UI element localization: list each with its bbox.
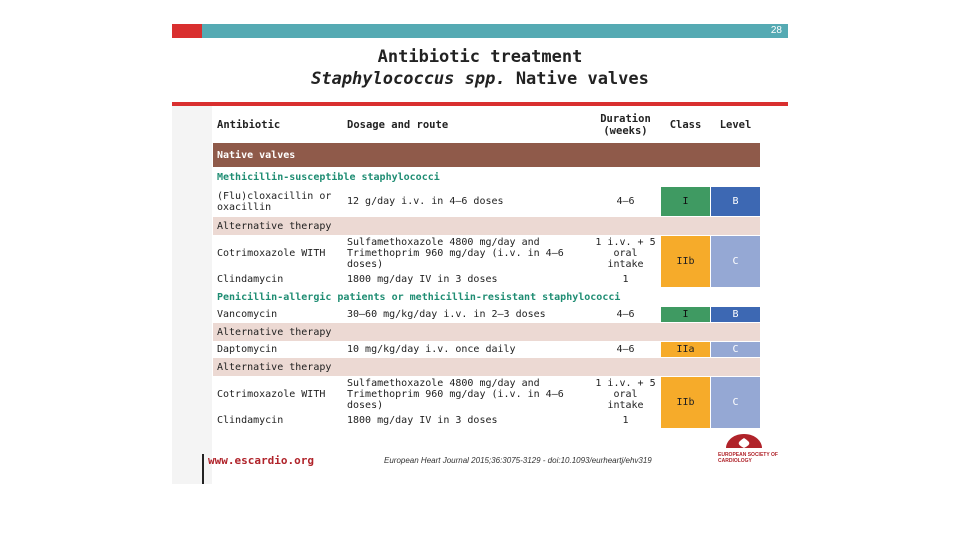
footer-url-link[interactable]: www.escardio.org — [208, 454, 314, 467]
cell-level: C — [711, 377, 761, 429]
alternative-row — [213, 217, 761, 236]
table-row — [213, 307, 761, 323]
group-label-mrsa: Penicillin-allergic patients or methicillin-resistant staphylococci — [213, 288, 761, 307]
group-row — [213, 168, 761, 187]
cell-antibiotic: Cotrimoxazole WITH — [213, 236, 343, 272]
cell-level: B — [711, 187, 761, 217]
alternative-row — [213, 358, 761, 377]
header-duration: Duration (weeks) — [591, 108, 661, 143]
title-rest: Native valves — [505, 69, 649, 89]
left-margin-shade — [172, 106, 212, 484]
group-label-mssa: Methicillin-susceptible staphylococci — [213, 168, 761, 187]
top-accent-bar — [172, 24, 788, 38]
section-row — [213, 143, 761, 168]
table-row — [213, 187, 761, 217]
cell-duration: 1 — [591, 413, 661, 429]
group-row — [213, 288, 761, 307]
footer-divider — [202, 454, 204, 484]
cell-level: C — [711, 236, 761, 288]
cell-antibiotic: Vancomycin — [213, 307, 343, 323]
title-line-2 — [172, 68, 788, 90]
cell-class: I — [661, 187, 711, 217]
cell-antibiotic: Clindamycin — [213, 413, 343, 429]
cell-antibiotic: Daptomycin — [213, 342, 343, 358]
cell-dosage: 30–60 mg/kg/day i.v. in 2–3 doses — [343, 307, 591, 323]
cell-duration: 4–6 — [591, 187, 661, 217]
slide-title — [172, 46, 788, 90]
cell-class: IIb — [661, 236, 711, 288]
cell-antibiotic: Clindamycin — [213, 272, 343, 288]
esc-logo-text: EUROPEAN SOCIETY OF CARDIOLOGY — [718, 452, 778, 464]
cell-duration: 4–6 — [591, 307, 661, 323]
cell-dosage: 1800 mg/day IV in 3 doses — [343, 272, 591, 288]
title-italic: Staphylococcus spp. — [311, 69, 506, 89]
cell-dosage: Sulfamethoxazole 4800 mg/day and Trimethoprim 960 mg/day (i.v. in 4–6 doses) — [343, 377, 591, 413]
top-red-marker — [172, 24, 202, 38]
cell-class: IIb — [661, 377, 711, 429]
cell-dosage: 12 g/day i.v. in 4–6 doses — [343, 187, 591, 217]
page-number: 28 — [770, 25, 782, 36]
cell-dosage: 10 mg/kg/day i.v. once daily — [343, 342, 591, 358]
title-line-1: Antibiotic treatment — [377, 47, 583, 67]
alternative-label: Alternative therapy — [213, 323, 761, 342]
cell-duration: 4–6 — [591, 342, 661, 358]
cell-duration: 1 — [591, 272, 661, 288]
table-header-row — [213, 108, 761, 143]
title-divider — [172, 102, 788, 106]
cell-dosage: 1800 mg/day IV in 3 doses — [343, 413, 591, 429]
header-level: Level — [711, 108, 761, 143]
cell-level: B — [711, 307, 761, 323]
section-label: Native valves — [213, 143, 761, 168]
header-class: Class — [661, 108, 711, 143]
cell-antibiotic: (Flu)cloxacillin or oxacillin — [213, 187, 343, 217]
header-dosage: Dosage and route — [343, 108, 591, 143]
antibiotic-table — [212, 107, 761, 429]
header-antibiotic: Antibiotic — [213, 108, 343, 143]
cell-class: IIa — [661, 342, 711, 358]
alternative-label: Alternative therapy — [213, 358, 761, 377]
table-row — [213, 236, 761, 272]
cell-duration: 1 i.v. + 5 oral intake — [591, 236, 661, 272]
cell-duration: 1 i.v. + 5 oral intake — [591, 377, 661, 413]
table-row — [213, 342, 761, 358]
alternative-label: Alternative therapy — [213, 217, 761, 236]
cell-dosage: Sulfamethoxazole 4800 mg/day and Trimethoprim 960 mg/day (i.v. in 4–6 doses) — [343, 236, 591, 272]
table-row — [213, 377, 761, 413]
cell-antibiotic: Cotrimoxazole WITH — [213, 377, 343, 413]
footer-reference: European Heart Journal 2015;36:3075-3129 - doi:10.1093/eurheartj/ehv319 — [384, 456, 652, 465]
cell-level: C — [711, 342, 761, 358]
slide — [172, 24, 788, 484]
alternative-row — [213, 323, 761, 342]
cell-class: I — [661, 307, 711, 323]
